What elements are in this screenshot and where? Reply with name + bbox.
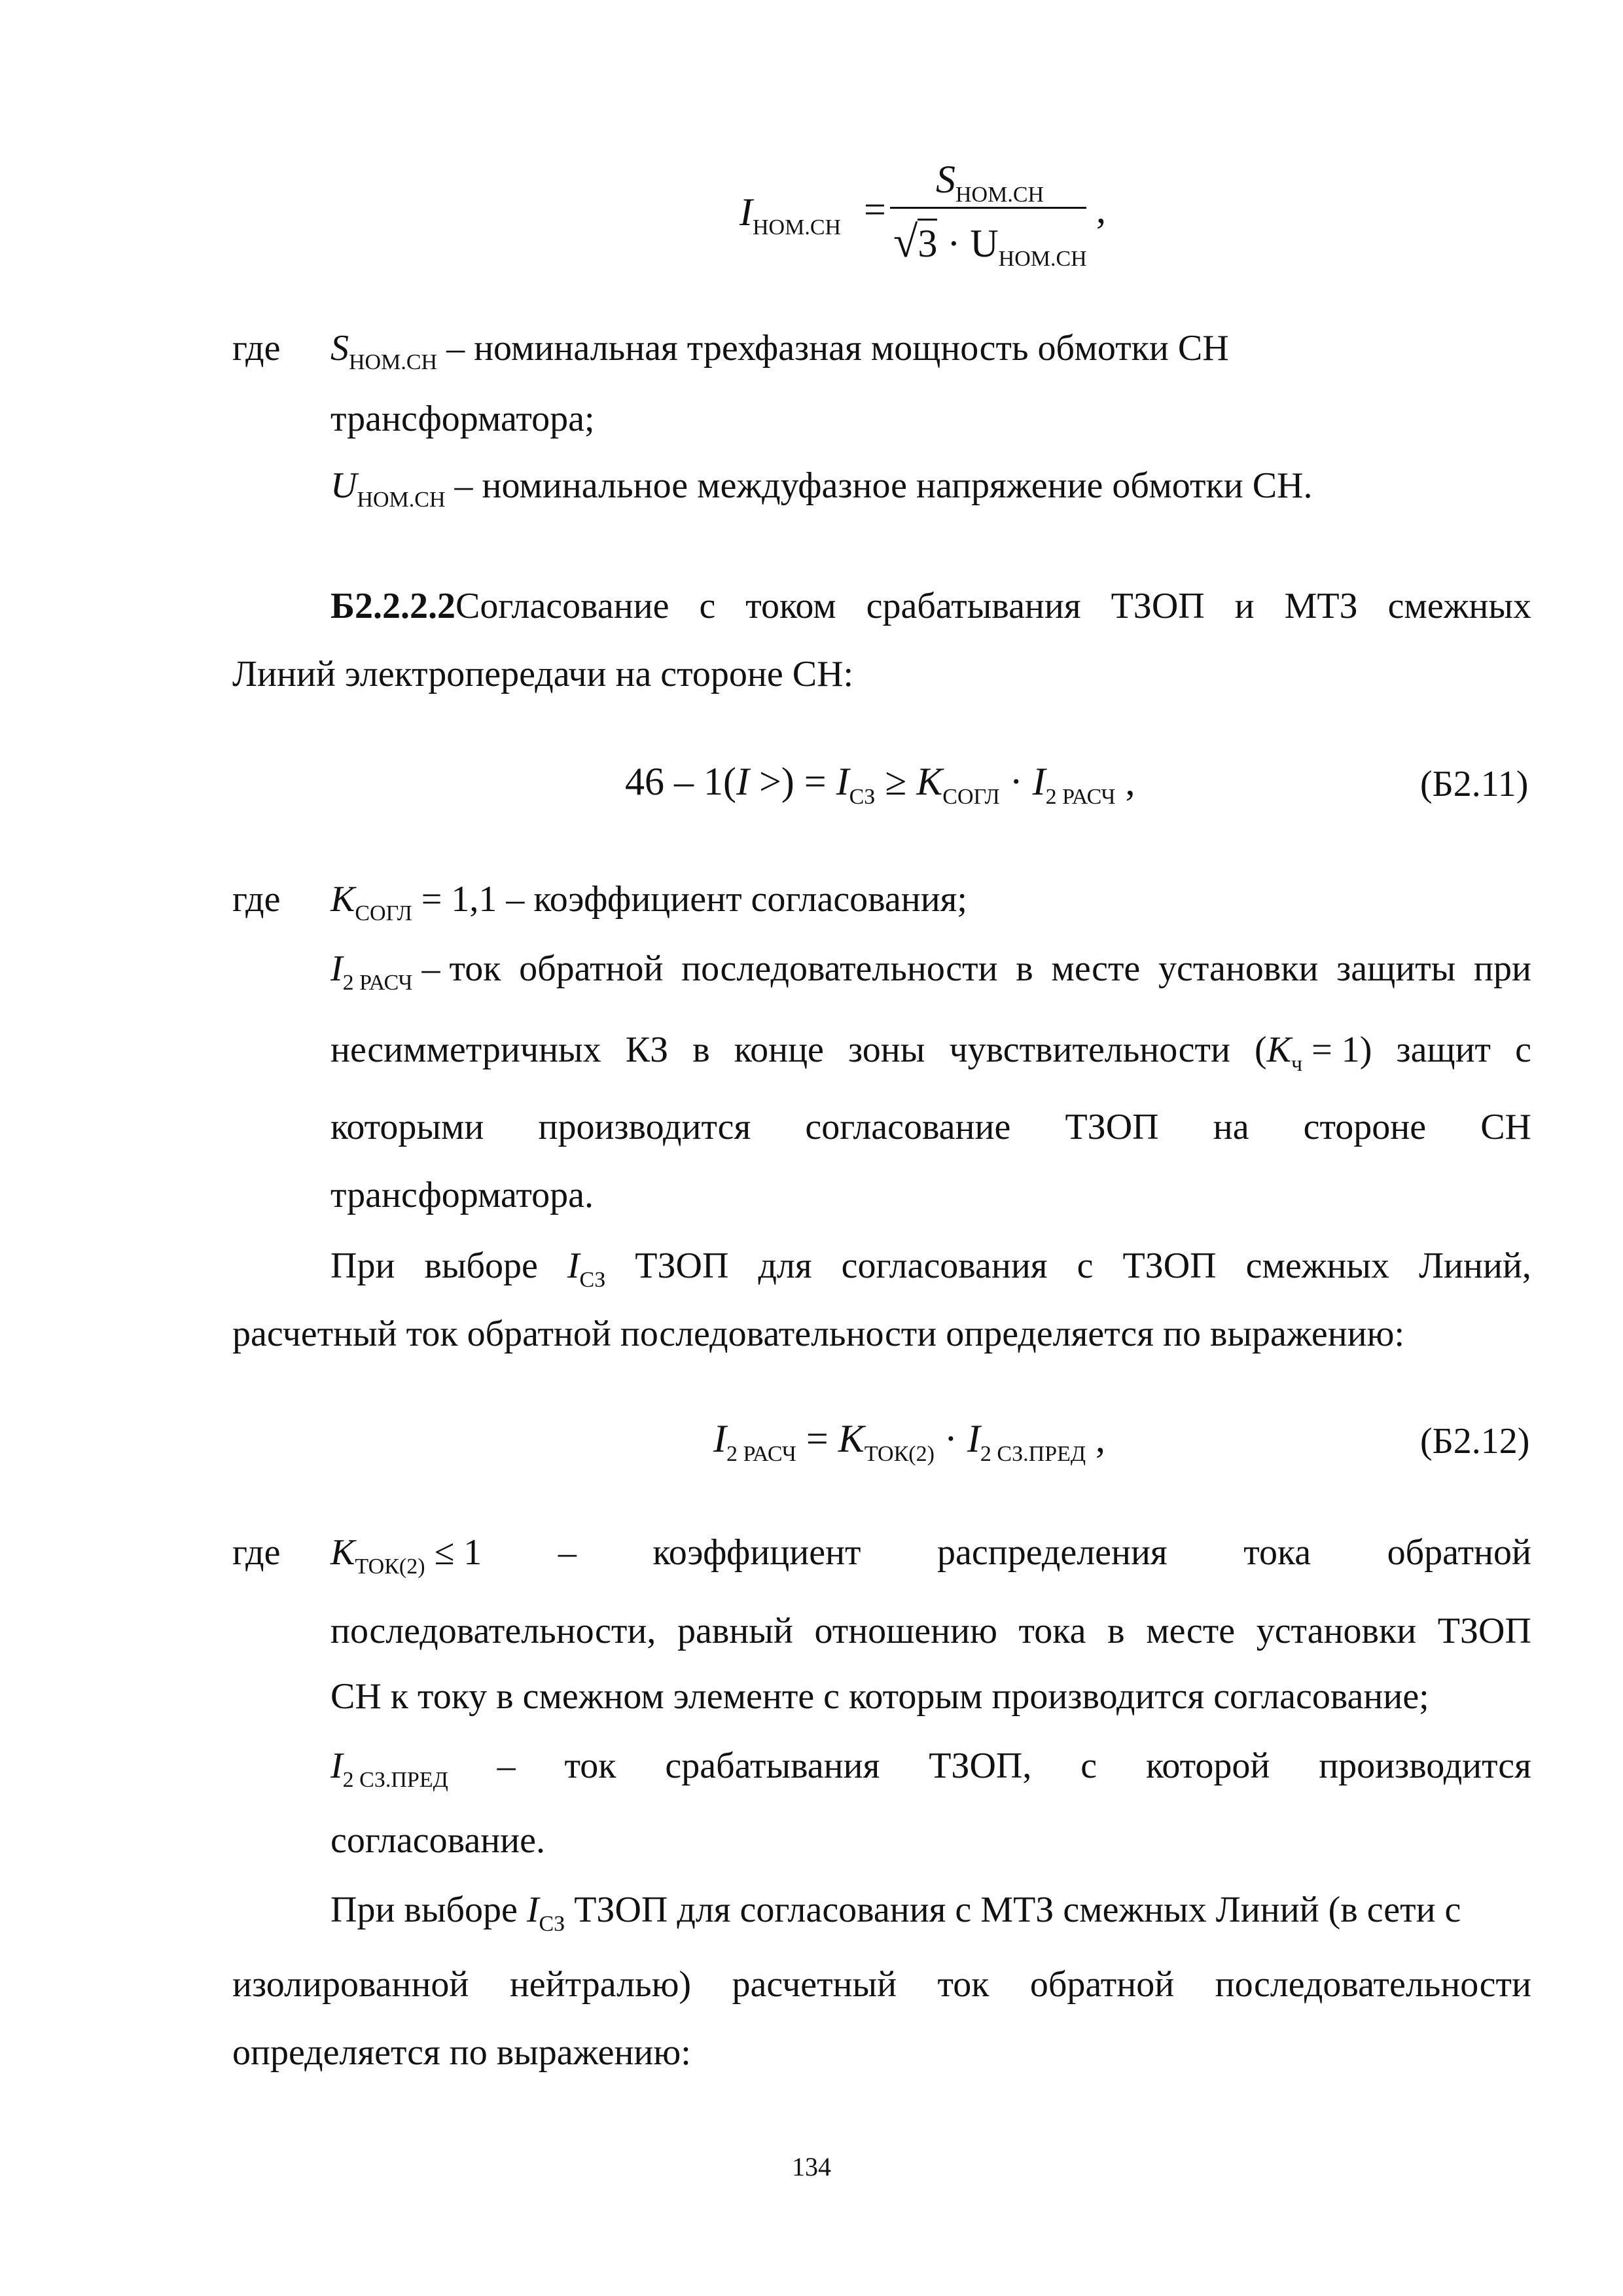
subscript-sz: СЗ [849, 785, 876, 809]
definition-line: СН к току в смежном элементе с которым производится согласование; [330, 1676, 1429, 1717]
fraction-bar [890, 207, 1086, 209]
section-text-line2: Линий электропередачи на стороне СН: [232, 654, 854, 694]
paragraph-line: При выборе $I_{СЗ}$ ТЗОП для согласования с ТЗОП смежных Линий, [330, 1242, 1531, 1295]
subscript-nom-ch: НОМ.СН [752, 215, 842, 240]
symbol-i: I [330, 1746, 343, 1786]
definition-line: трансформатора. [330, 1175, 594, 1215]
symbol-u: U [970, 222, 999, 265]
subscript-nom-ch: НОМ.СН [955, 183, 1044, 207]
subscript-sz: СЗ [579, 1268, 606, 1292]
dot-operator: · [947, 222, 961, 265]
symbol-i: I [1032, 760, 1046, 803]
subscript-sz: СЗ [539, 1912, 565, 1936]
equation-number: (Б2.12) [1420, 1421, 1530, 1462]
symbol-i: I [836, 760, 849, 803]
paragraph-line: расчетный ток обратной последовательности определяется по выражению: [232, 1314, 1405, 1354]
section-number: Б2.2.2.2 [330, 586, 456, 626]
symbol-k: K [330, 1532, 355, 1573]
sqrt-radicand: 3 [918, 219, 937, 265]
definition-line: последовательности, равный отношению тока в месте установки ТЗОП [330, 1611, 1531, 1651]
symbol-s: S [330, 328, 349, 368]
definition-line: которыми производится согласование ТЗОП на стороне СН [330, 1107, 1531, 1147]
where-label: где [232, 879, 281, 920]
section-heading-line: Б2.2.2.2Согласование с током срабатывания ТЗОП и МТЗ смежных [330, 583, 1531, 630]
subscript-sogl: СОГЛ [355, 901, 412, 925]
definition-text: – номинальное междуфазное напряжение обмотки СН. [454, 465, 1313, 506]
symbol-i: I [713, 1417, 726, 1460]
subscript-2-sz-pred: 2 СЗ.ПРЕД [980, 1442, 1086, 1466]
subscript-tok2: ТОК(2) [355, 1554, 425, 1579]
section-number-and-word: Б2.2.2.2Согласование [330, 586, 669, 626]
subscript-2-rasch: 2 РАСЧ [726, 1442, 796, 1466]
definition-u-nom-ch [330, 462, 1313, 514]
subscript-sogl: СОГЛ [942, 785, 1000, 809]
formula-numerator [936, 157, 1044, 207]
symbol-i: I [330, 948, 343, 989]
paragraph-line: При выборе $I_{СЗ}$ ТЗОП для согласования с МТЗ смежных Линий (в сети с [330, 1890, 1461, 1936]
symbol-i: I [567, 1246, 580, 1286]
symbol-k: K [916, 760, 943, 803]
subscript-2-rasch: 2 РАСЧ [342, 971, 413, 995]
page-number: 134 [792, 2152, 831, 2181]
formula-b211: 46 – 1(I >) = $I_{СЗ} \ge K_{СОГЛ} \cdot I_{2 РАСЧ}$ , [625, 760, 1135, 809]
symbol-k: K [330, 879, 355, 920]
symbol-k: K [1266, 1030, 1292, 1070]
definition-line: согласование. [330, 1820, 545, 1861]
subscript-ch: ч [1291, 1052, 1303, 1076]
equals-sign: = [864, 188, 886, 231]
paragraph-line: определяется по выражению: [232, 2032, 691, 2073]
subscript-2-rasch: 2 РАСЧ [1045, 785, 1116, 809]
formula-lhs [740, 190, 842, 240]
formula-denominator [893, 216, 1087, 271]
symbol-k: K [838, 1417, 865, 1460]
symbol-i: I [736, 760, 749, 803]
definition-text-continued: трансформатора; [330, 399, 595, 439]
sqrt-sign: √ [893, 217, 918, 266]
i-sz-expression [567, 1242, 605, 1295]
formula-b212: $I_{2 РАСЧ} = K_{ТОК(2)} \cdot I_{2 СЗ.ПРЕД}$ , [713, 1417, 1106, 1466]
subscript-nom-ch: НОМ.СН [357, 488, 446, 512]
formula-inom-ch [740, 158, 1145, 281]
subscript-nom-ch: НОМ.СН [349, 350, 438, 374]
subscript-2-sz-pred: 2 СЗ.ПРЕД [342, 1768, 448, 1792]
equation-number: (Б2.11) [1420, 764, 1529, 804]
paragraph-line: изолированной нейтралью) расчетный ток обратной последовательности [232, 1964, 1531, 2005]
definition-k-sogl: $K_{СОГЛ} = 1,1$ – коэффициент согласования; [330, 879, 967, 925]
definition-line: несимметричных КЗ в конце зоны чувствительности $(K_ч = 1)$ защит с [330, 1026, 1531, 1079]
formula-comma: , [1096, 188, 1106, 231]
definition-text: – номинальная трехфазная мощность обмотки СН [446, 328, 1229, 368]
symbol-u: U [330, 465, 357, 506]
symbol-s: S [936, 158, 955, 201]
definition-i2-rasch: $I_{2 РАСЧ}$ – ток обратной последовательности в месте установки защиты при [330, 948, 1531, 995]
where-label: где [232, 328, 281, 368]
symbol-i: I [740, 190, 753, 234]
subscript-tok2: ТОК(2) [864, 1442, 935, 1466]
where-label: где [232, 1532, 281, 1573]
definition-i2-sz-pred: $I_{2 СЗ.ПРЕД}$ – ток срабатывания ТЗОП, с которой производится [330, 1746, 1531, 1792]
definition-k-tok2: $K_{ТОК(2)} \le 1$ – коэффициент распределения тока обратной [330, 1532, 1531, 1579]
symbol-i: I [526, 1890, 539, 1930]
definition-s-nom-ch [330, 325, 1229, 377]
k-ch-expression: $(K_ч = 1)$ [1255, 1030, 1372, 1076]
subscript-nom-ch: НОМ.СН [998, 247, 1087, 271]
symbol-i: I [967, 1417, 980, 1460]
